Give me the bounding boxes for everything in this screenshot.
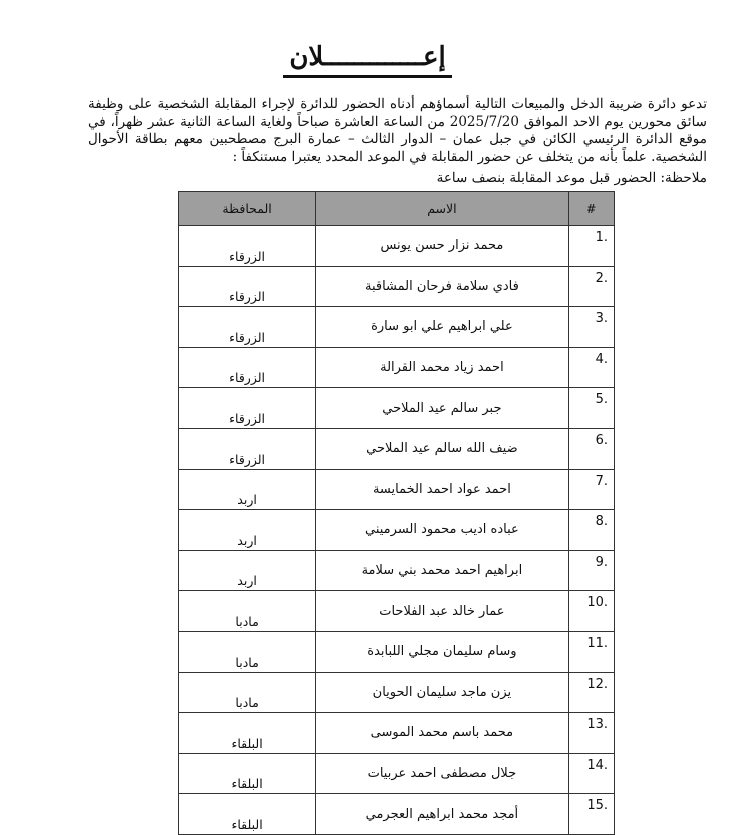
- row-number: 12.: [587, 676, 608, 692]
- candidate-governorate: البلقاء: [179, 794, 316, 835]
- row-number-cell: [568, 307, 614, 348]
- candidate-governorate: مادبا: [179, 672, 316, 713]
- candidate-name: جلال مصطفى احمد عربيات: [316, 753, 568, 794]
- candidate-governorate: البلقاء: [179, 713, 316, 754]
- table-body: [179, 226, 615, 835]
- row-number-cell: [568, 510, 614, 551]
- table-row: [179, 794, 615, 835]
- page-title: [0, 42, 735, 78]
- row-number-cell: [568, 347, 614, 388]
- candidate-governorate: مادبا: [179, 591, 316, 632]
- table-row: [179, 550, 615, 591]
- table-row: [179, 672, 615, 713]
- row-number-cell: [568, 794, 614, 835]
- candidate-name: جبر سالم عيد الملاحي: [316, 388, 568, 429]
- candidate-governorate: البلقاء: [179, 753, 316, 794]
- row-number: 10.: [587, 595, 608, 611]
- table-row: [179, 388, 615, 429]
- candidate-name: فادي سلامة فرحان المشاقبة: [316, 266, 568, 307]
- table-row: [179, 631, 615, 672]
- candidate-name: ضيف الله سالم عيد الملاحي: [316, 428, 568, 469]
- table-row: [179, 591, 615, 632]
- row-number-cell: [568, 591, 614, 632]
- row-number: 5.: [595, 392, 608, 408]
- candidate-name: عباده اديب محمود السرميني: [316, 510, 568, 551]
- candidate-governorate: الزرقاء: [179, 307, 316, 348]
- table-row: [179, 753, 615, 794]
- table-row: [179, 713, 615, 754]
- row-number: 14.: [587, 757, 608, 773]
- candidate-name: احمد زياد محمد القرالة: [316, 347, 568, 388]
- row-number: 11.: [587, 635, 608, 651]
- row-number-cell: [568, 428, 614, 469]
- candidate-name: وسام سليمان مجلي اللبابدة: [316, 631, 568, 672]
- header-name: الاسم: [316, 192, 568, 226]
- row-number-cell: [568, 753, 614, 794]
- row-number: 3.: [595, 311, 608, 327]
- row-number-cell: [568, 469, 614, 510]
- row-number-cell: [568, 266, 614, 307]
- candidate-governorate: الزرقاء: [179, 226, 316, 267]
- candidate-governorate: اربد: [179, 469, 316, 510]
- table-row: [179, 347, 615, 388]
- row-number: 1.: [595, 230, 608, 245]
- table-row: [179, 510, 615, 551]
- row-number: 6.: [595, 432, 608, 448]
- candidate-governorate: اربد: [179, 510, 316, 551]
- note-line: ملاحظة: الحضور قبل موعد المقابلة بنصف ساعة: [436, 170, 707, 186]
- table-row: [179, 226, 615, 267]
- candidates-table: [178, 191, 615, 835]
- candidate-governorate: اربد: [179, 550, 316, 591]
- row-number-cell: [568, 550, 614, 591]
- row-number: 8.: [595, 514, 608, 530]
- row-number-cell: [568, 713, 614, 754]
- row-number: 7.: [595, 473, 608, 489]
- header-governorate: المحافظة: [179, 192, 316, 226]
- candidate-name: أمجد محمد ابراهيم العجرمي: [316, 794, 568, 835]
- candidate-name: محمد باسم محمد الموسى: [316, 713, 568, 754]
- candidate-name: علي ابراهيم علي ابو سارة: [316, 307, 568, 348]
- candidate-name: ابراهيم احمد محمد بني سلامة: [316, 550, 568, 591]
- table-row: [179, 266, 615, 307]
- candidate-governorate: الزرقاء: [179, 428, 316, 469]
- candidate-governorate: الزرقاء: [179, 388, 316, 429]
- row-number-cell: [568, 672, 614, 713]
- candidate-name: يزن ماجد سليمان الحويان: [316, 672, 568, 713]
- candidate-name: محمد نزار حسن يونس: [316, 226, 568, 267]
- row-number: 13.: [587, 717, 608, 733]
- row-number-cell: [568, 631, 614, 672]
- row-number-cell: [568, 226, 614, 267]
- row-number-cell: [568, 388, 614, 429]
- table-row: [179, 307, 615, 348]
- candidate-name: احمد عواد احمد الخمايسة: [316, 469, 568, 510]
- intro-paragraph: [88, 96, 707, 166]
- table-header-row: [179, 192, 615, 226]
- row-number: 4.: [595, 351, 608, 367]
- candidate-governorate: مادبا: [179, 631, 316, 672]
- header-number: #: [568, 192, 614, 226]
- candidate-name: عمار خالد عبد الفلاحات: [316, 591, 568, 632]
- row-number: 9.: [595, 554, 608, 570]
- row-number: 15.: [587, 798, 608, 814]
- intro-text: تدعو دائرة ضريبة الدخل والمبيعات التالية أسماؤهم أدناه الحضور للدائرة لإجراء المقابلة الشخصية على وظيفة سائق محورين يوم الاحد الموافق 2025/7/20 من الساعة العاشرة صباحاً ولغاية الساعة الثانية عشر ظهراً، في موقع الدائرة الرئيسي الكائن في جبل عمان – الدوار الثالث – عمارة البرج مصطحبين معهم بطاقة الأحوال الشخصية. علماً بأنه من يتخلف عن حضور المقابلة في الموعد المحدد يعتبرا مستنكفاً :: [88, 96, 707, 165]
- title-text: إعـــــــــــــلان: [283, 42, 451, 78]
- candidate-governorate: الزرقاء: [179, 347, 316, 388]
- table-row: [179, 469, 615, 510]
- table-row: [179, 428, 615, 469]
- row-number: 2.: [595, 270, 608, 286]
- candidate-governorate: الزرقاء: [179, 266, 316, 307]
